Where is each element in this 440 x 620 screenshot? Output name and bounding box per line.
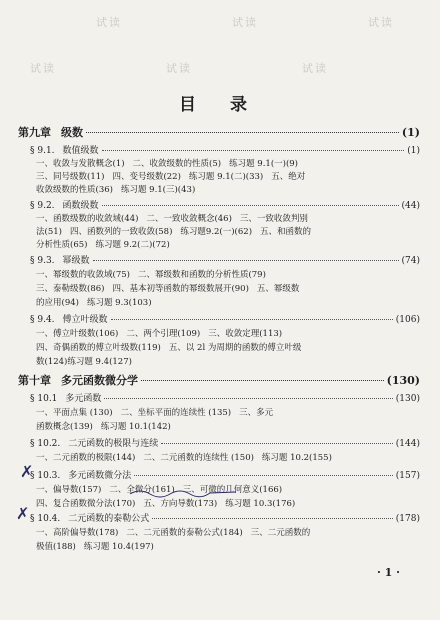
chapter-title: 级数 bbox=[61, 126, 83, 139]
toc-subitem: 五、幂级数 bbox=[256, 284, 300, 294]
toc-subitem: 一、高阶偏导数(178) bbox=[36, 528, 119, 538]
toc-subitem: 二、坐标平面的连续性 (135) bbox=[120, 408, 232, 418]
toc-subline bbox=[36, 170, 305, 182]
section-number: § 9.4. bbox=[30, 315, 55, 325]
toc-subline bbox=[36, 225, 311, 237]
toc-subitem: 一、平面点集 (130) bbox=[36, 408, 113, 418]
chapter-label: 第十章 bbox=[18, 374, 51, 387]
page-title: 目 录 bbox=[179, 95, 261, 115]
toc-subitem: 一、函数级数的收敛域(44) bbox=[36, 214, 139, 224]
leader-dots bbox=[102, 150, 405, 151]
toc-subline bbox=[36, 526, 310, 538]
chapter-label: 第九章 bbox=[18, 126, 51, 139]
toc-subitem: 四、变号级数(22) bbox=[112, 172, 181, 182]
toc-subline bbox=[36, 355, 132, 367]
toc-subline bbox=[36, 341, 301, 353]
leader-dots bbox=[86, 132, 399, 133]
section-title: 多元函数微分法 bbox=[68, 471, 132, 481]
toc-subitem: 三、多元 bbox=[239, 408, 274, 418]
toc-subitem: 一、幂级数的收敛域(75) bbox=[36, 270, 130, 280]
toc-subitem: 四、复合函数微分法(170) bbox=[36, 499, 136, 509]
section-9-4-entry[interactable] bbox=[30, 312, 420, 325]
section-title: 幂级数 bbox=[62, 256, 90, 266]
toc-subitem: 四、函数列的一致收敛(58) bbox=[69, 227, 173, 237]
toc-subitem: 二、全微分(161) bbox=[109, 485, 175, 495]
page-number: (144) bbox=[395, 439, 420, 449]
toc-subitem: 练习题 10.1(142) bbox=[100, 422, 171, 432]
toc-subitem: 三、收敛定理(113) bbox=[208, 329, 283, 339]
toc-subitem: 练习题 9.1(一)(9) bbox=[229, 159, 298, 169]
toc-subline bbox=[36, 420, 171, 432]
leader-dots bbox=[93, 260, 399, 261]
page-number: (74) bbox=[401, 256, 420, 266]
toc-subitem: 三、可微的几何意义(166) bbox=[182, 485, 283, 495]
toc-subitem: 一、偏导数(157) bbox=[36, 485, 102, 495]
toc-subline bbox=[36, 497, 295, 509]
watermark-text: 试读 bbox=[232, 16, 258, 29]
watermark-text: 试读 bbox=[368, 16, 394, 29]
toc-subitem: 练习题 9.1(三)(43) bbox=[120, 185, 196, 195]
toc-subline bbox=[36, 183, 195, 195]
toc-subitem: 法(51) bbox=[36, 227, 62, 237]
toc-subitem: 二、二元函数的泰勒公式(184) bbox=[126, 528, 243, 538]
chapter-10-entry[interactable] bbox=[18, 372, 420, 388]
toc-subitem: 三、一致收敛判别 bbox=[239, 214, 308, 224]
toc-subitem: 二、二元函数的连续性 (150) bbox=[143, 453, 254, 463]
section-title: 函数级数 bbox=[62, 201, 99, 211]
page-number: (1) bbox=[407, 146, 420, 156]
section-number: § 10.2. bbox=[30, 439, 61, 449]
page-number: (157) bbox=[395, 471, 420, 481]
leader-dots bbox=[134, 475, 393, 476]
leader-dots bbox=[102, 205, 399, 206]
section-10-2-entry[interactable] bbox=[30, 436, 420, 449]
watermark-text: 试读 bbox=[30, 62, 56, 75]
toc-subitem: 五、以 2l 为周期的函数的傅立叶级 bbox=[168, 343, 302, 353]
leader-dots bbox=[161, 443, 393, 444]
watermark-text: 试读 bbox=[96, 16, 122, 29]
toc-subitem: 练习题 9.1(二)(33) bbox=[188, 172, 264, 182]
handwritten-x-mark-icon: ✗ bbox=[20, 462, 34, 481]
chapter-title: 多元函数微分学 bbox=[61, 374, 138, 387]
toc-subitem: 二、收敛级数的性质(5) bbox=[132, 159, 222, 169]
toc-subitem: 练习题 9.3(103) bbox=[86, 298, 152, 308]
section-title: 二元函数的泰勒公式 bbox=[68, 514, 150, 524]
leader-dots bbox=[152, 518, 393, 519]
toc-subline bbox=[36, 238, 170, 250]
toc-subitem: 一、收敛与发散概念(1) bbox=[36, 159, 125, 169]
section-10-3-entry[interactable] bbox=[30, 468, 420, 481]
page-number: (44) bbox=[401, 201, 420, 211]
section-number: § 10.3. bbox=[30, 471, 61, 481]
toc-subitem: 四、奇偶函数的傅立叶级数(119) bbox=[36, 343, 161, 353]
toc-subitem: 函数概念(139) bbox=[36, 422, 93, 432]
section-10-4-entry[interactable] bbox=[30, 511, 420, 524]
toc-subitem: 极值(188) bbox=[36, 542, 76, 552]
leader-dots bbox=[104, 398, 392, 399]
page-number: (1) bbox=[401, 126, 420, 139]
toc-subitem: 一、二元函数的极限(144) bbox=[36, 453, 136, 463]
section-number: § 9.2. bbox=[30, 201, 55, 211]
toc-subitem: 练习题 10.3(176) bbox=[225, 499, 296, 509]
toc-subitem: 练习题 10.2(155) bbox=[261, 453, 332, 463]
toc-subitem: 四、基本初等函数的幂级数展开(90) bbox=[112, 284, 249, 294]
toc-subitem: 练习题 10.4(197) bbox=[83, 542, 154, 552]
toc-subline bbox=[36, 540, 154, 552]
section-number: § 9.1. bbox=[30, 146, 55, 156]
section-9-2-entry[interactable] bbox=[30, 198, 420, 211]
page-number: (130) bbox=[386, 374, 420, 387]
section-title: 傅立叶级数 bbox=[62, 315, 108, 325]
section-title: 数值级数 bbox=[62, 146, 99, 156]
toc-subitem: 练习题9.2(一)(62) bbox=[180, 227, 253, 237]
page-number: (106) bbox=[395, 315, 420, 325]
toc-subline bbox=[36, 406, 273, 418]
toc-subitem: 二、幂级数和函数的分析性质(79) bbox=[137, 270, 266, 280]
page-number: (130) bbox=[395, 394, 420, 404]
watermark-text: 试读 bbox=[166, 62, 192, 75]
leader-dots bbox=[111, 319, 393, 320]
toc-subitem: 五、方向导数(173) bbox=[143, 499, 218, 509]
chapter-9-entry[interactable] bbox=[18, 124, 420, 140]
toc-subitem: 五、和函数的 bbox=[260, 227, 312, 237]
toc-subline bbox=[36, 268, 266, 280]
toc-subitem: 三、泰勒级数(86) bbox=[36, 284, 105, 294]
section-number: § 9.3. bbox=[30, 256, 55, 266]
toc-subline bbox=[36, 451, 332, 463]
toc-subline bbox=[36, 282, 299, 294]
toc-subitem: 分析性质(65) bbox=[36, 240, 88, 250]
toc-subline bbox=[36, 157, 298, 169]
section-9-1-entry[interactable] bbox=[30, 143, 420, 156]
page-footer-number: · 1 · bbox=[377, 566, 400, 579]
section-title: 二元函数的极限与连续 bbox=[68, 439, 159, 449]
toc-subitem: 二、两个引理(109) bbox=[126, 329, 201, 339]
toc-subitem: 三、同号级数(11) bbox=[36, 172, 105, 182]
toc-subline bbox=[36, 327, 282, 339]
page-number: (178) bbox=[395, 514, 420, 524]
toc-subitem: 一、傅立叶级数(106) bbox=[36, 329, 119, 339]
section-number: § 10.1 bbox=[30, 394, 58, 404]
toc-subitem: 三、二元函数的 bbox=[250, 528, 311, 538]
leader-dots bbox=[141, 380, 384, 381]
section-9-3-entry[interactable] bbox=[30, 253, 420, 266]
toc-subitem: 五、绝对 bbox=[271, 172, 306, 182]
toc-subitem: 收敛级数的性质(36) bbox=[36, 185, 113, 195]
watermark-text: 试读 bbox=[302, 62, 328, 75]
section-number: § 10.4. bbox=[30, 514, 61, 524]
handwritten-x-mark-icon: ✗ bbox=[16, 504, 30, 523]
toc-subitem: 的应用(94) bbox=[36, 298, 79, 308]
toc-subitem: 二、一致收敛概念(46) bbox=[146, 214, 232, 224]
toc-subitem: 练习题 9.2(二)(72) bbox=[95, 240, 170, 250]
toc-subline bbox=[36, 296, 152, 308]
toc-subline bbox=[36, 212, 308, 224]
section-title: 多元函数 bbox=[65, 394, 102, 404]
toc-subitem: 数(124)练习题 9.4(127) bbox=[36, 357, 132, 367]
section-10-1-entry[interactable] bbox=[30, 391, 420, 404]
